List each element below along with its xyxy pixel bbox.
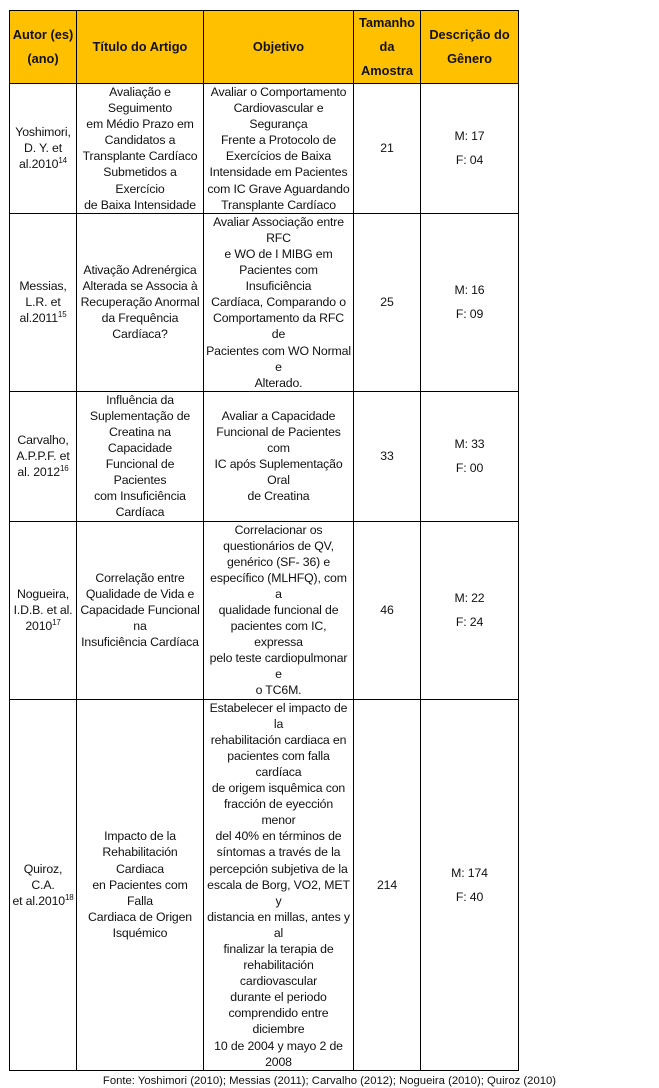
- objective-cell: Estabelecer el impacto de la rehabilitación cardiaca en pacientes com falla cardíaca de origem isquêmica con fracción de eyección menor del 40% en términos de síntomas a través de la percepción subjetiva de la escala de Borg, VO2, MET y distancia en millas, antes y al finalizar la terapia de rehabilitación cardiovascular durante el periodo comprendido entre diciembre 10 de 2004 y mayo 2 de 2008: [204, 699, 354, 1070]
- author-text: Quiroz, C.A. et al.2010: [12, 861, 65, 908]
- male-count: M: 17: [454, 129, 485, 144]
- source-footnote: Fonte: Yoshimori (2010); Messias (2011); Carvalho (2012); Nogueira (2010); Quiroz (2010): [102, 1074, 557, 1087]
- title-cell: Avaliação e Seguimento em Médio Prazo em Candidatos a Transplante Cardíaco Submetidos a Exercício de Baixa Intensidade: [77, 84, 204, 214]
- title-cell: Ativação Adrenérgica Alterada se Associa à Recuperação Anormal da Frequência Cardíaca?: [77, 213, 204, 391]
- objective-cell: Avaliar Associação entre RFC e WO de I MIBG em Pacientes com Insuficiência Cardíaca, Comparando o Comportamento da RFC de Pacientes com WO Normal e Alterado.: [204, 213, 354, 391]
- sample-size-cell: 33: [354, 391, 421, 521]
- female-count: F: 24: [455, 615, 484, 630]
- sample-size-cell: 214: [354, 699, 421, 1070]
- male-count: M: 22: [454, 591, 485, 606]
- objective-cell: Correlacionar os questionários de QV, genérico (SF- 36) e específico (MLHFQ), com a qualidade funcional de pacientes com IC, expressa pelo teste cardiopulmonar e o TC6M.: [204, 521, 354, 699]
- sample-size-cell: 46: [354, 521, 421, 699]
- gender-cell: [421, 391, 519, 521]
- female-count: F: 04: [455, 153, 484, 168]
- author-text: Messias, L.R. et al.2011: [19, 279, 67, 326]
- female-count: F: 00: [455, 461, 484, 476]
- table-row: [10, 391, 519, 521]
- reference-number: 15: [57, 310, 67, 320]
- table-row: [10, 699, 519, 1070]
- header-sample-size: Tamanho da Amostra: [354, 11, 421, 84]
- sample-size-cell: 25: [354, 213, 421, 391]
- header-objective: Objetivo: [204, 11, 354, 84]
- header-title: Título do Artigo: [77, 11, 204, 84]
- table-row: [10, 213, 519, 391]
- male-count: M: 16: [454, 283, 485, 298]
- female-count: F: 40: [455, 889, 484, 904]
- author-cell: [10, 699, 77, 1070]
- author-cell: [10, 84, 77, 214]
- table-body: [10, 84, 519, 1071]
- table-row: [10, 84, 519, 214]
- author-cell: [10, 213, 77, 391]
- male-count: M: 33: [454, 437, 485, 452]
- author-text: Carvalho, A.P.P.F. et al. 2012: [16, 433, 70, 480]
- studies-table: [9, 10, 519, 1071]
- male-count: M: 174: [451, 865, 488, 880]
- gender-cell: [421, 213, 519, 391]
- header-row: [10, 11, 519, 84]
- gender-cell: [421, 521, 519, 699]
- reference-number: 16: [59, 464, 69, 474]
- gender-cell: [421, 699, 519, 1070]
- reference-number: 18: [64, 892, 74, 902]
- female-count: F: 09: [455, 307, 484, 322]
- reference-number: 17: [52, 618, 61, 627]
- gender-cell: [421, 84, 519, 214]
- title-cell: Correlação entre Qualidade de Vida e Capacidade Funcional na Insuficiência Cardíaca: [77, 521, 204, 699]
- title-cell: Influência da Suplementação de Creatina na Capacidade Funcional de Pacientes com Insuficiência Cardíaca: [77, 391, 204, 521]
- objective-cell: Avaliar o Comportamento Cardiovascular e Segurança Frente a Protocolo de Exercícios de Baixa Intensidade em Pacientes com IC Grave Aguardando Transplante Cardíaco: [204, 84, 354, 214]
- author-text: Yoshimori, D. Y. et al.2010: [15, 125, 71, 172]
- author-cell: [10, 521, 77, 699]
- objective-cell: Avaliar a Capacidade Funcional de Pacientes com IC após Suplementação Oral de Creatina: [204, 391, 354, 521]
- title-cell: Impacto de la Rehabilitación Cardiaca en Pacientes com Falla Cardiaca de Origen Isquémico: [77, 699, 204, 1070]
- header-author: Autor (es) (ano): [10, 11, 77, 84]
- sample-size-cell: 21: [354, 84, 421, 214]
- author-cell: [10, 391, 77, 521]
- reference-number: 14: [58, 156, 67, 166]
- author-text: Nogueira, I.D.B. et al. 2010: [13, 586, 73, 634]
- header-gender: Descrição do Gênero: [421, 11, 519, 84]
- table-row: [10, 521, 519, 699]
